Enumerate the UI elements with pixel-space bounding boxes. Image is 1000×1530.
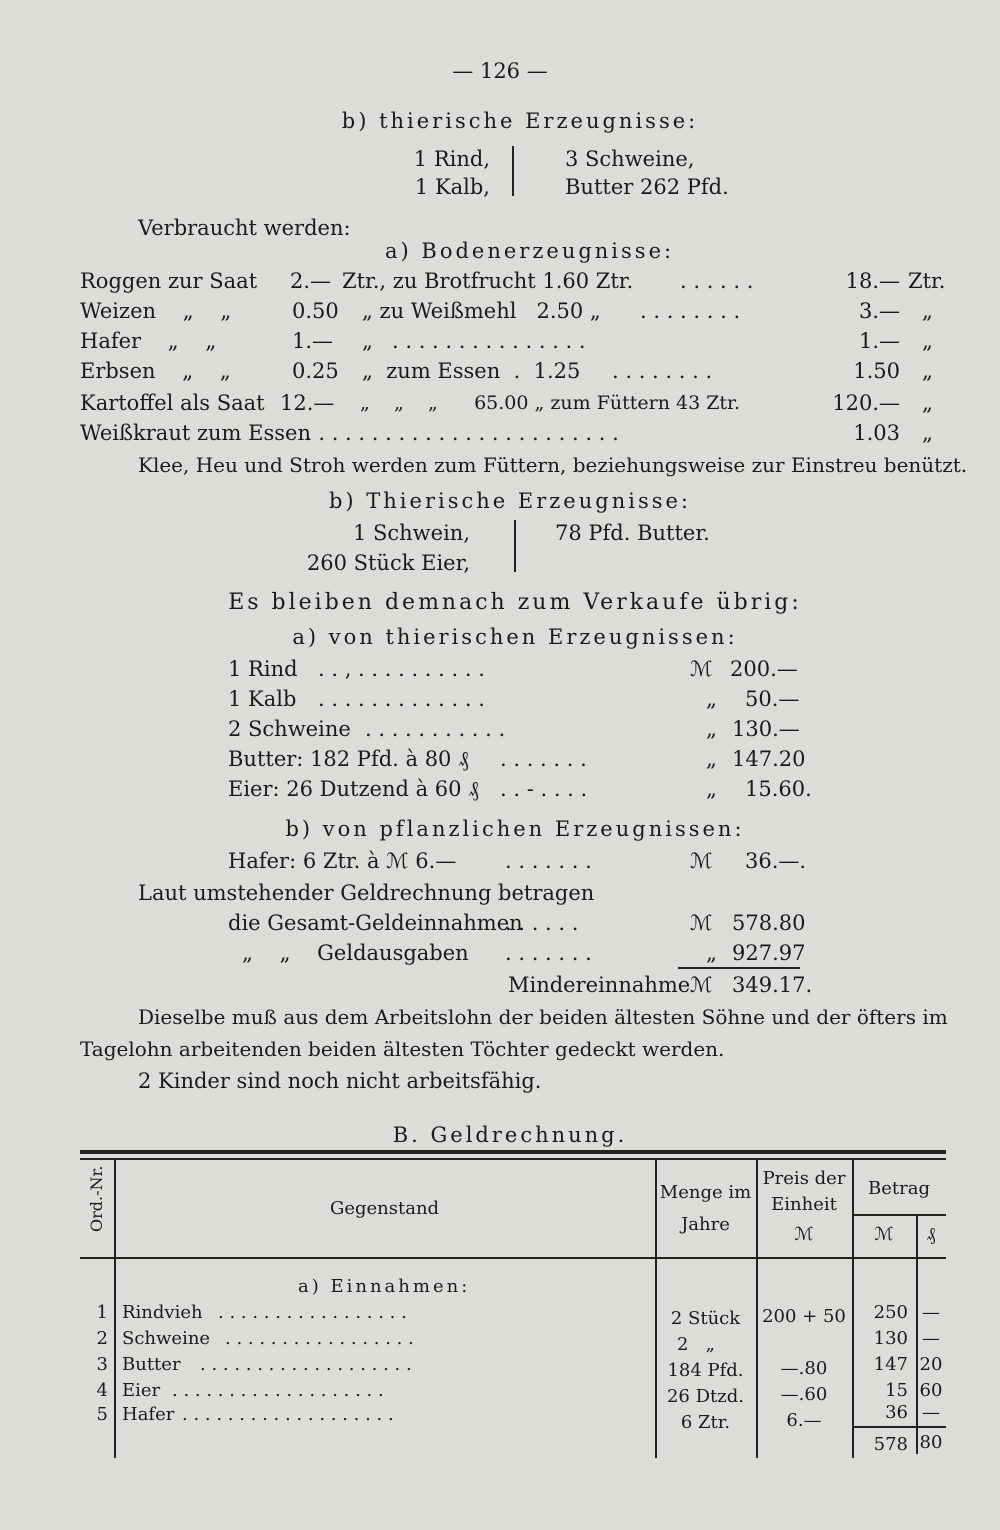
consumption-name: Roggen zur Saat [80, 269, 258, 293]
row-nr: 5 [96, 1404, 108, 1425]
page-number: — 126 — [452, 59, 548, 83]
row-menge: 184 Pfd. [667, 1360, 744, 1381]
summary-currency: „ [706, 941, 717, 965]
consumption-q1: 0.25 [292, 359, 339, 383]
row-preis: —.60 [780, 1384, 828, 1405]
row-mark: 36 [885, 1402, 908, 1423]
sale-amount: 147.20 [732, 747, 806, 771]
minder-currency: ℳ [690, 973, 713, 997]
sale-dots: . . , . . . . . . . . . . [318, 657, 485, 681]
sale-dots: . . . . . . . . . . . [365, 717, 506, 741]
row-pfennig: 60 [919, 1380, 943, 1401]
row-mark: 250 [873, 1302, 908, 1323]
heading-b-thierische-2: b) Thierische Erzeugnisse: [328, 489, 692, 513]
sale-b-heading: b) von pflanzlichen Erzeugnissen: [285, 817, 745, 841]
row-nr: 2 [96, 1328, 108, 1349]
consumption-q1: 0.50 [292, 299, 339, 323]
col-header-betrag: Betrag [868, 1178, 930, 1199]
consumption-mid: „ zu Weißmehl 2.50 „ [362, 299, 601, 323]
klee-line: Klee, Heu und Stroh werden zum Füttern, beziehungsweise zur Einstreu benützt. [138, 453, 968, 477]
b1-left-1: 1 Rind, [413, 147, 490, 171]
row-preis: 200 + 50 [762, 1306, 846, 1327]
sale-label: 1 Kalb [228, 687, 297, 711]
row-menge: 2 „ [677, 1334, 715, 1355]
row-pfennig: — [922, 1402, 940, 1423]
b2-left-2: 260 Stück Eier, [306, 551, 470, 575]
consumption-dots: . . . . . . . . . . . . . . . . . . . . . . . . [305, 421, 619, 445]
row-item: Butter [122, 1354, 181, 1375]
sale-label: Butter: 182 Pfd. à 80 ₰ [228, 747, 469, 771]
sum-rule [678, 967, 800, 969]
laut-line: Laut umstehender Geldrechnung betragen [138, 881, 595, 905]
consumption-total: 1.— [858, 329, 900, 353]
row-mark: 130 [873, 1328, 908, 1349]
consumption-dots: . . . . . . . . [612, 359, 713, 383]
row-item: Rindvieh [122, 1302, 203, 1323]
consumption-unit: „ [922, 299, 933, 323]
consumption-name: Hafer „ „ [80, 329, 217, 353]
row-nr: 1 [96, 1302, 108, 1323]
consumption-q1: 1.— [292, 329, 334, 353]
row-pfennig: 20 [919, 1354, 943, 1375]
row-dots: . . . . . . . . . . . . . . . . . [218, 1302, 407, 1323]
row-preis: 6.— [786, 1410, 822, 1431]
sale-amount: 130.— [732, 717, 800, 741]
row-preis: —.80 [780, 1358, 828, 1379]
geldrechnung-heading: B. Geldrechnung. [392, 1123, 628, 1147]
sale-amount: 50.— [745, 687, 800, 711]
consumption-unit: „ [922, 391, 933, 415]
minder-amount: 349.17. [732, 973, 813, 997]
consumption-unit: „ [922, 359, 933, 383]
consumption-unit: Ztr. [908, 269, 946, 293]
summary-amount: 927.97 [732, 941, 806, 965]
consumption-q1: 12.— [280, 391, 335, 415]
paragraph-line-2: Tagelohn arbeitenden beiden ältesten Töchter gedeckt werden. [80, 1037, 725, 1061]
consumption-dots: . . . . . . [680, 269, 754, 293]
row-item: Eier [122, 1380, 161, 1401]
col-header-menge-1: Menge im [659, 1182, 752, 1203]
summary-label: „ „ Geldausgaben [242, 941, 469, 965]
b2-left-1: 1 Schwein, [352, 521, 470, 545]
table-total-rule [852, 1426, 946, 1428]
consumption-name: Kartoffel als Saat [80, 391, 265, 415]
row-item: Schweine [122, 1328, 211, 1349]
row-mark: 15 [885, 1380, 908, 1401]
summary-amount: 578.80 [732, 911, 806, 935]
row-item: Hafer [122, 1404, 175, 1425]
consumption-total: 18.— [845, 269, 900, 293]
heading-b-thierische-1: b) thierische Erzeugnisse: [341, 109, 699, 133]
col-header-preis-1: Preis der [762, 1168, 846, 1189]
table-top-rule-thin [80, 1158, 946, 1160]
minder-label: Mindereinnahme [508, 973, 691, 997]
consumption-mid: „ „ „ 65.00 „ zum Füttern 43 Ztr. [360, 392, 741, 414]
sale-dots: . . - . . . . [500, 777, 588, 801]
sale-label: Hafer: 6 Ztr. à ℳ 6.— [228, 849, 457, 873]
consumption-unit: „ [922, 421, 933, 445]
consumption-name: Erbsen „ „ [80, 359, 231, 383]
row-menge: 26 Dtzd. [666, 1386, 745, 1407]
row-nr: 4 [96, 1380, 108, 1401]
summary-dots: . . . . . . [505, 911, 579, 935]
summary-label: die Gesamt-Geldeinnahmen [228, 911, 523, 935]
col-header-preis-unit: ℳ [794, 1224, 814, 1245]
sale-amount: 15.60. [745, 777, 812, 801]
consumption-total: 1.03 [853, 421, 900, 445]
kinder-line: 2 Kinder sind noch nicht arbeitsfähig. [138, 1069, 542, 1093]
b1-right-2: Butter 262 Pfd. [565, 175, 729, 199]
summary-dots: . . . . . . . [505, 941, 592, 965]
b1-right-1: 3 Schweine, [565, 147, 695, 171]
consumption-q1: 2.— [290, 269, 332, 293]
consumption-total: 120.— [832, 391, 900, 415]
sale-dots: . . . . . . . . . . . . . [318, 687, 485, 711]
sale-a-heading: a) von thierischen Erzeugnissen: [292, 625, 738, 649]
verbraucht-heading: Verbraucht werden: [138, 216, 351, 240]
sale-dots: . . . . . . . [500, 747, 587, 771]
row-menge: 6 Ztr. [680, 1412, 731, 1433]
sale-currency: „ [706, 687, 717, 711]
col-header-menge-2: Jahre [681, 1214, 730, 1235]
col-header-betrag-mark: ℳ [874, 1224, 894, 1245]
summary-currency: ℳ [690, 911, 713, 935]
paragraph-line-1: Dieselbe muß aus dem Arbeitslohn der beiden ältesten Söhne und der öfters im [138, 1005, 948, 1029]
sale-amount: 200.— [730, 657, 798, 681]
table-top-rule [80, 1150, 946, 1154]
consumption-name: Weißkraut zum Essen [80, 421, 311, 445]
consumption-mid: „ [362, 329, 373, 353]
sale-currency: ℳ [690, 657, 713, 681]
table-total-mark: 578 [873, 1434, 908, 1455]
b1-left-2: 1 Kalb, [414, 175, 490, 199]
col-header-ordnr: Ord.-Nr. [87, 1165, 106, 1232]
row-dots: . . . . . . . . . . . . . . . . . . . [172, 1380, 384, 1401]
sale-label: 1 Rind [228, 657, 298, 681]
sale-currency: „ [706, 777, 717, 801]
consumption-name: Weizen „ „ [80, 299, 232, 323]
table-header-rule [80, 1257, 946, 1259]
sale-currency: ℳ [690, 849, 713, 873]
row-dots: . . . . . . . . . . . . . . . . . . . [200, 1354, 412, 1375]
b2-divider [514, 520, 516, 572]
betrag-sub-rule [852, 1214, 946, 1216]
sale-label: Eier: 26 Dutzend à 60 ₰ [228, 777, 479, 801]
col-header-gegenstand: Gegenstand [329, 1198, 440, 1219]
row-dots: . . . . . . . . . . . . . . . . . . . [182, 1404, 394, 1425]
consumption-total: 1.50 [853, 359, 900, 383]
b1-divider [512, 146, 514, 196]
sale-label: 2 Schweine [228, 717, 351, 741]
row-menge: 2 Stück [670, 1308, 741, 1329]
section-einnahmen: a) Einnahmen: [298, 1276, 471, 1297]
consumption-mid: „ zum Essen . 1.25 [362, 359, 581, 383]
consumption-total: 3.— [858, 299, 900, 323]
consumption-mid: Ztr., zu Brotfrucht 1.60 Ztr. [342, 269, 634, 293]
row-nr: 3 [96, 1354, 108, 1375]
col-header-betrag-pfennig: ₰ [926, 1224, 936, 1245]
sale-currency: „ [706, 717, 717, 741]
consumption-dots: . . . . . . . . [640, 299, 741, 323]
row-dots: . . . . . . . . . . . . . . . . . [225, 1328, 414, 1349]
consumption-unit: „ [922, 329, 933, 353]
heading-a-boden: a) Bodenerzeugnisse: [385, 239, 675, 263]
row-pfennig: — [922, 1328, 940, 1349]
b2-right-1: 78 Pfd. Butter. [555, 521, 710, 545]
row-pfennig: — [922, 1302, 940, 1323]
sale-amount: 36.—. [745, 849, 807, 873]
row-mark: 147 [873, 1354, 908, 1375]
sale-currency: „ [706, 747, 717, 771]
es-bleiben-heading: Es bleiben demnach zum Verkaufe übrig: [228, 590, 802, 615]
consumption-dots: . . . . . . . . . . . . . . . [392, 329, 586, 353]
col-header-preis-2: Einheit [771, 1194, 837, 1215]
sale-dots: . . . . . . . [505, 849, 592, 873]
table-total-pfennig: 80 [919, 1432, 943, 1453]
